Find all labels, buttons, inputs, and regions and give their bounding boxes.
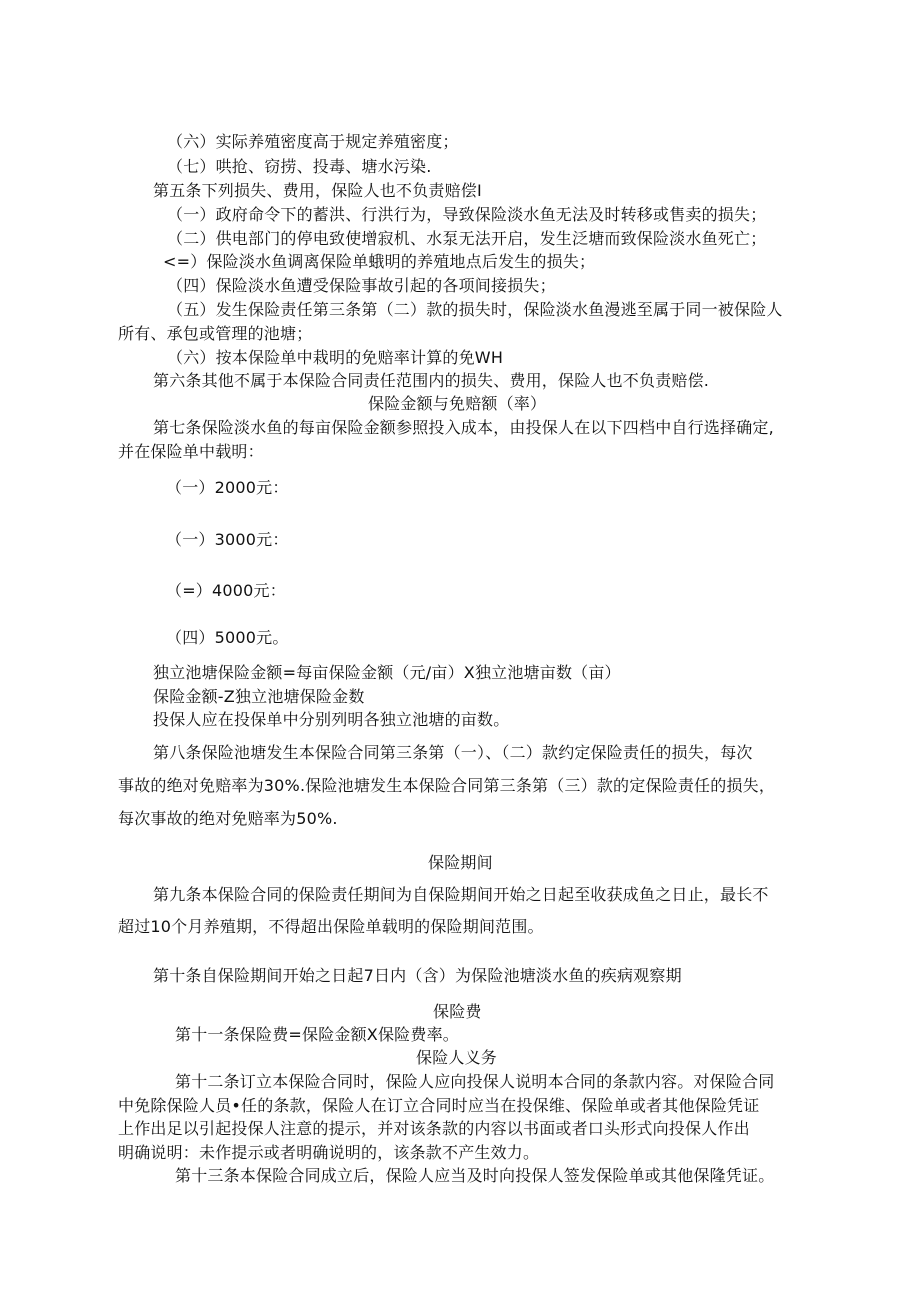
text-line: 并在保险单中载明： bbox=[118, 442, 264, 461]
text-line: （一）3000元： bbox=[166, 530, 289, 549]
text-line: 所有、承包或管理的池塘； bbox=[118, 324, 313, 343]
text-line: 投保人应在投保单中分别列明各独立池塘的亩数。 bbox=[153, 710, 510, 729]
text-line: 第十条自保险期间开始之日起7日内（含）为保险池塘淡水鱼的疾病观察期 bbox=[153, 966, 682, 985]
text-line: （二）供电部门的停电致使增寂机、水泵无法开启，发生泛塘而致保险淡水鱼死亡； bbox=[167, 229, 767, 248]
text-line: （六）实际养殖密度高于规定养殖密度； bbox=[167, 132, 459, 151]
text-line: （四）保险淡水鱼遭受保险事故引起的各项间接损失； bbox=[167, 276, 556, 295]
text-line: （一）2000元： bbox=[166, 478, 289, 497]
text-line: 每次事故的绝对免赔率为50%. bbox=[118, 809, 338, 828]
text-line: 第九条本保险合同的保险责任期间为自保险期间开始之日起至收获成鱼之日止，最长不 bbox=[153, 885, 769, 904]
text-line: 独立池塘保险金额=每亩保险金额（元/亩）X独立池塘亩数（亩） bbox=[153, 663, 621, 682]
text-line: （四）5000元。 bbox=[166, 628, 289, 647]
text-line: 第六条其他不属于本保险合同责任范围内的损失、费用，保险人也不负责赔偿. bbox=[153, 371, 710, 390]
text-line: 第十一条保险费=保险金额X保险费率。 bbox=[175, 1025, 459, 1044]
text-line: 保险金额-Z独立池塘保险金数 bbox=[153, 687, 365, 706]
text-line: （=）4000元： bbox=[166, 581, 286, 600]
text-line: 第八条保险池塘发生本保险合同第三条第（一）、（二）款约定保险责任的损失，每次 bbox=[153, 743, 753, 762]
text-line: 明确说明：未作提示或者明确说明的，该条款不产生效力。 bbox=[118, 1143, 540, 1162]
text-line: 超过10个月养殖期，不得超出保险单载明的保险期间范围。 bbox=[118, 917, 544, 936]
text-line: （一）政府命令下的蓄洪、行洪行为，导致保险淡水鱼无法及时转移或售卖的损失； bbox=[167, 205, 767, 224]
section-heading: 保险费 bbox=[433, 1002, 482, 1021]
text-line: 上作出足以引起投保人注意的提示，并对该条款的内容以书面或者口头形式向投保人作出 bbox=[118, 1119, 750, 1138]
text-line: （七）哄抢、窃捞、投毒、塘水污染. bbox=[167, 157, 432, 176]
text-line: <=）保险淡水鱼调离保险单蛾明的养殖地点后发生的损失； bbox=[163, 252, 596, 271]
section-heading: 保险金额与免赔额（率） bbox=[368, 394, 547, 413]
text-line: 事故的绝对免赔率为30%.保险池塘发生本保险合同第三条第（三）款的定保险责任的损失， bbox=[118, 776, 776, 795]
text-line: 第五条下列损失、费用，保险人也不负责赔偿I bbox=[153, 181, 482, 200]
text-line: （六）按本保险单中栽明的免赔率计算的免WH bbox=[167, 348, 504, 367]
section-heading: 保险人义务 bbox=[416, 1048, 498, 1067]
text-line: （五）发生保险责任第三条第（二）款的损失时，保险淡水鱼漫逃至属于同一被保险人 bbox=[167, 300, 783, 319]
text-line: 第十三条本保险合同成立后，保险人应当及时向投保人签发保险单或其他保隆凭证。 bbox=[175, 1166, 775, 1185]
text-line: 第七条保险淡水鱼的每亩保险金额参照投入成本，由投保人在以下四档中自行选择确定, bbox=[153, 418, 774, 437]
section-heading: 保险期间 bbox=[428, 853, 493, 872]
text-line: 第十二条订立本保险合同时，保险人应向投保人说明本合同的条款内容。对保险合同 bbox=[175, 1072, 775, 1091]
text-line: 中免除保险人员•任的条款，保险人在订立合同时应当在投保维、保险单或者其他保险凭证 bbox=[118, 1096, 760, 1115]
